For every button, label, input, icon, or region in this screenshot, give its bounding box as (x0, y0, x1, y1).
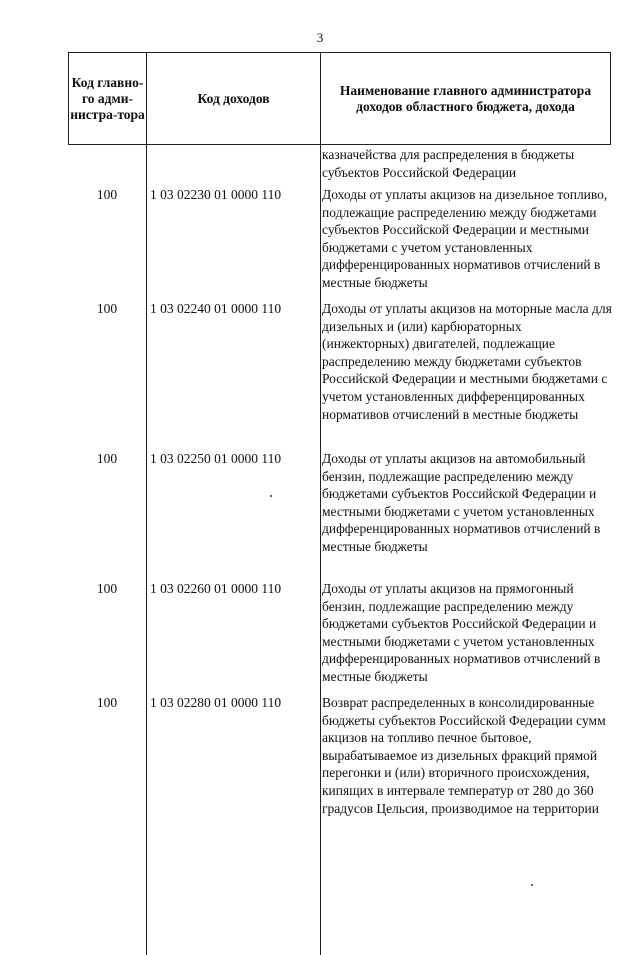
column-divider (320, 145, 321, 955)
revenue-code-cell: 1 03 02240 01 0000 110 (150, 301, 282, 316)
revenue-code-cell: 1 03 02230 01 0000 110 (150, 187, 282, 202)
column-divider (146, 145, 147, 955)
revenue-name-cell: Доходы от уплаты акцизов на прямогонный бензин, подлежащие распределению между бюджетами субъектов Российской Федерации и местными бюджетами с учетом установленных дифференцированных нормативов отчислений в местные бюджеты (322, 581, 601, 684)
revenue-code-cell: 1 03 02250 01 0000 110 (150, 451, 282, 466)
admin-code-cell: 100 (96, 301, 118, 316)
admin-code-cell: 100 (96, 451, 118, 466)
revenue-name-cell: Доходы от уплаты акцизов на моторные масла для дизельных и (или) карбюраторных (инжекторных) двигателей, подлежащие распределению между бюджетами субъектов Российской Федерации и местными бюджетами с учетом установленных дифференцированных нормативов отчислений в местные бюджеты (322, 301, 612, 422)
admin-code-cell: 100 (96, 581, 118, 596)
scan-speck (270, 495, 272, 497)
revenue-table (68, 52, 612, 816)
revenue-code-cell: 1 03 02280 01 0000 110 (150, 695, 282, 710)
admin-code-cell: 100 (96, 695, 118, 710)
revenue-name-cell: Возврат распределенных в консолидированные бюджеты субъектов Российской Федерации сумм акцизов на топливо печное бытовое, вырабатываемое из дизельных фракций прямой перегонки и (или) вторичного происхождения, кипящих в интервале температур от 280 до 360 градусов Цельсия, производимое на территории (322, 695, 606, 816)
revenue-name-cell: Доходы от уплаты акцизов на дизельное топливо, подлежащие распределению между бюджетами субъектов Российской Федерации и местными бюджетами с учетом установленных дифференцированных нормативов отчислений в местные бюджеты (322, 187, 608, 290)
admin-code-cell: 100 (96, 187, 118, 202)
revenue-code-cell: 1 03 02260 01 0000 110 (150, 581, 282, 596)
scan-speck (531, 884, 533, 886)
continuation-text: казначейства для распределения в бюджеты субъектов Российской Федерации (322, 147, 575, 180)
table-header (68, 52, 611, 145)
header-name: Наименование главного администратора доходов областного бюджета, дохода (339, 82, 592, 114)
header-admin-code: Код главно-го адми-нистра-тора (69, 53, 147, 144)
header-revenue-code: Код доходов (147, 53, 321, 144)
revenue-name-cell: Доходы от уплаты акцизов на автомобильный бензин, подлежащие распределению между бюджетами субъектов Российской Федерации и местными бюджетами с учетом установленных дифференцированных нормативов отчислений в местные бюджеты (322, 451, 601, 554)
page-number: 3 (316, 30, 324, 45)
